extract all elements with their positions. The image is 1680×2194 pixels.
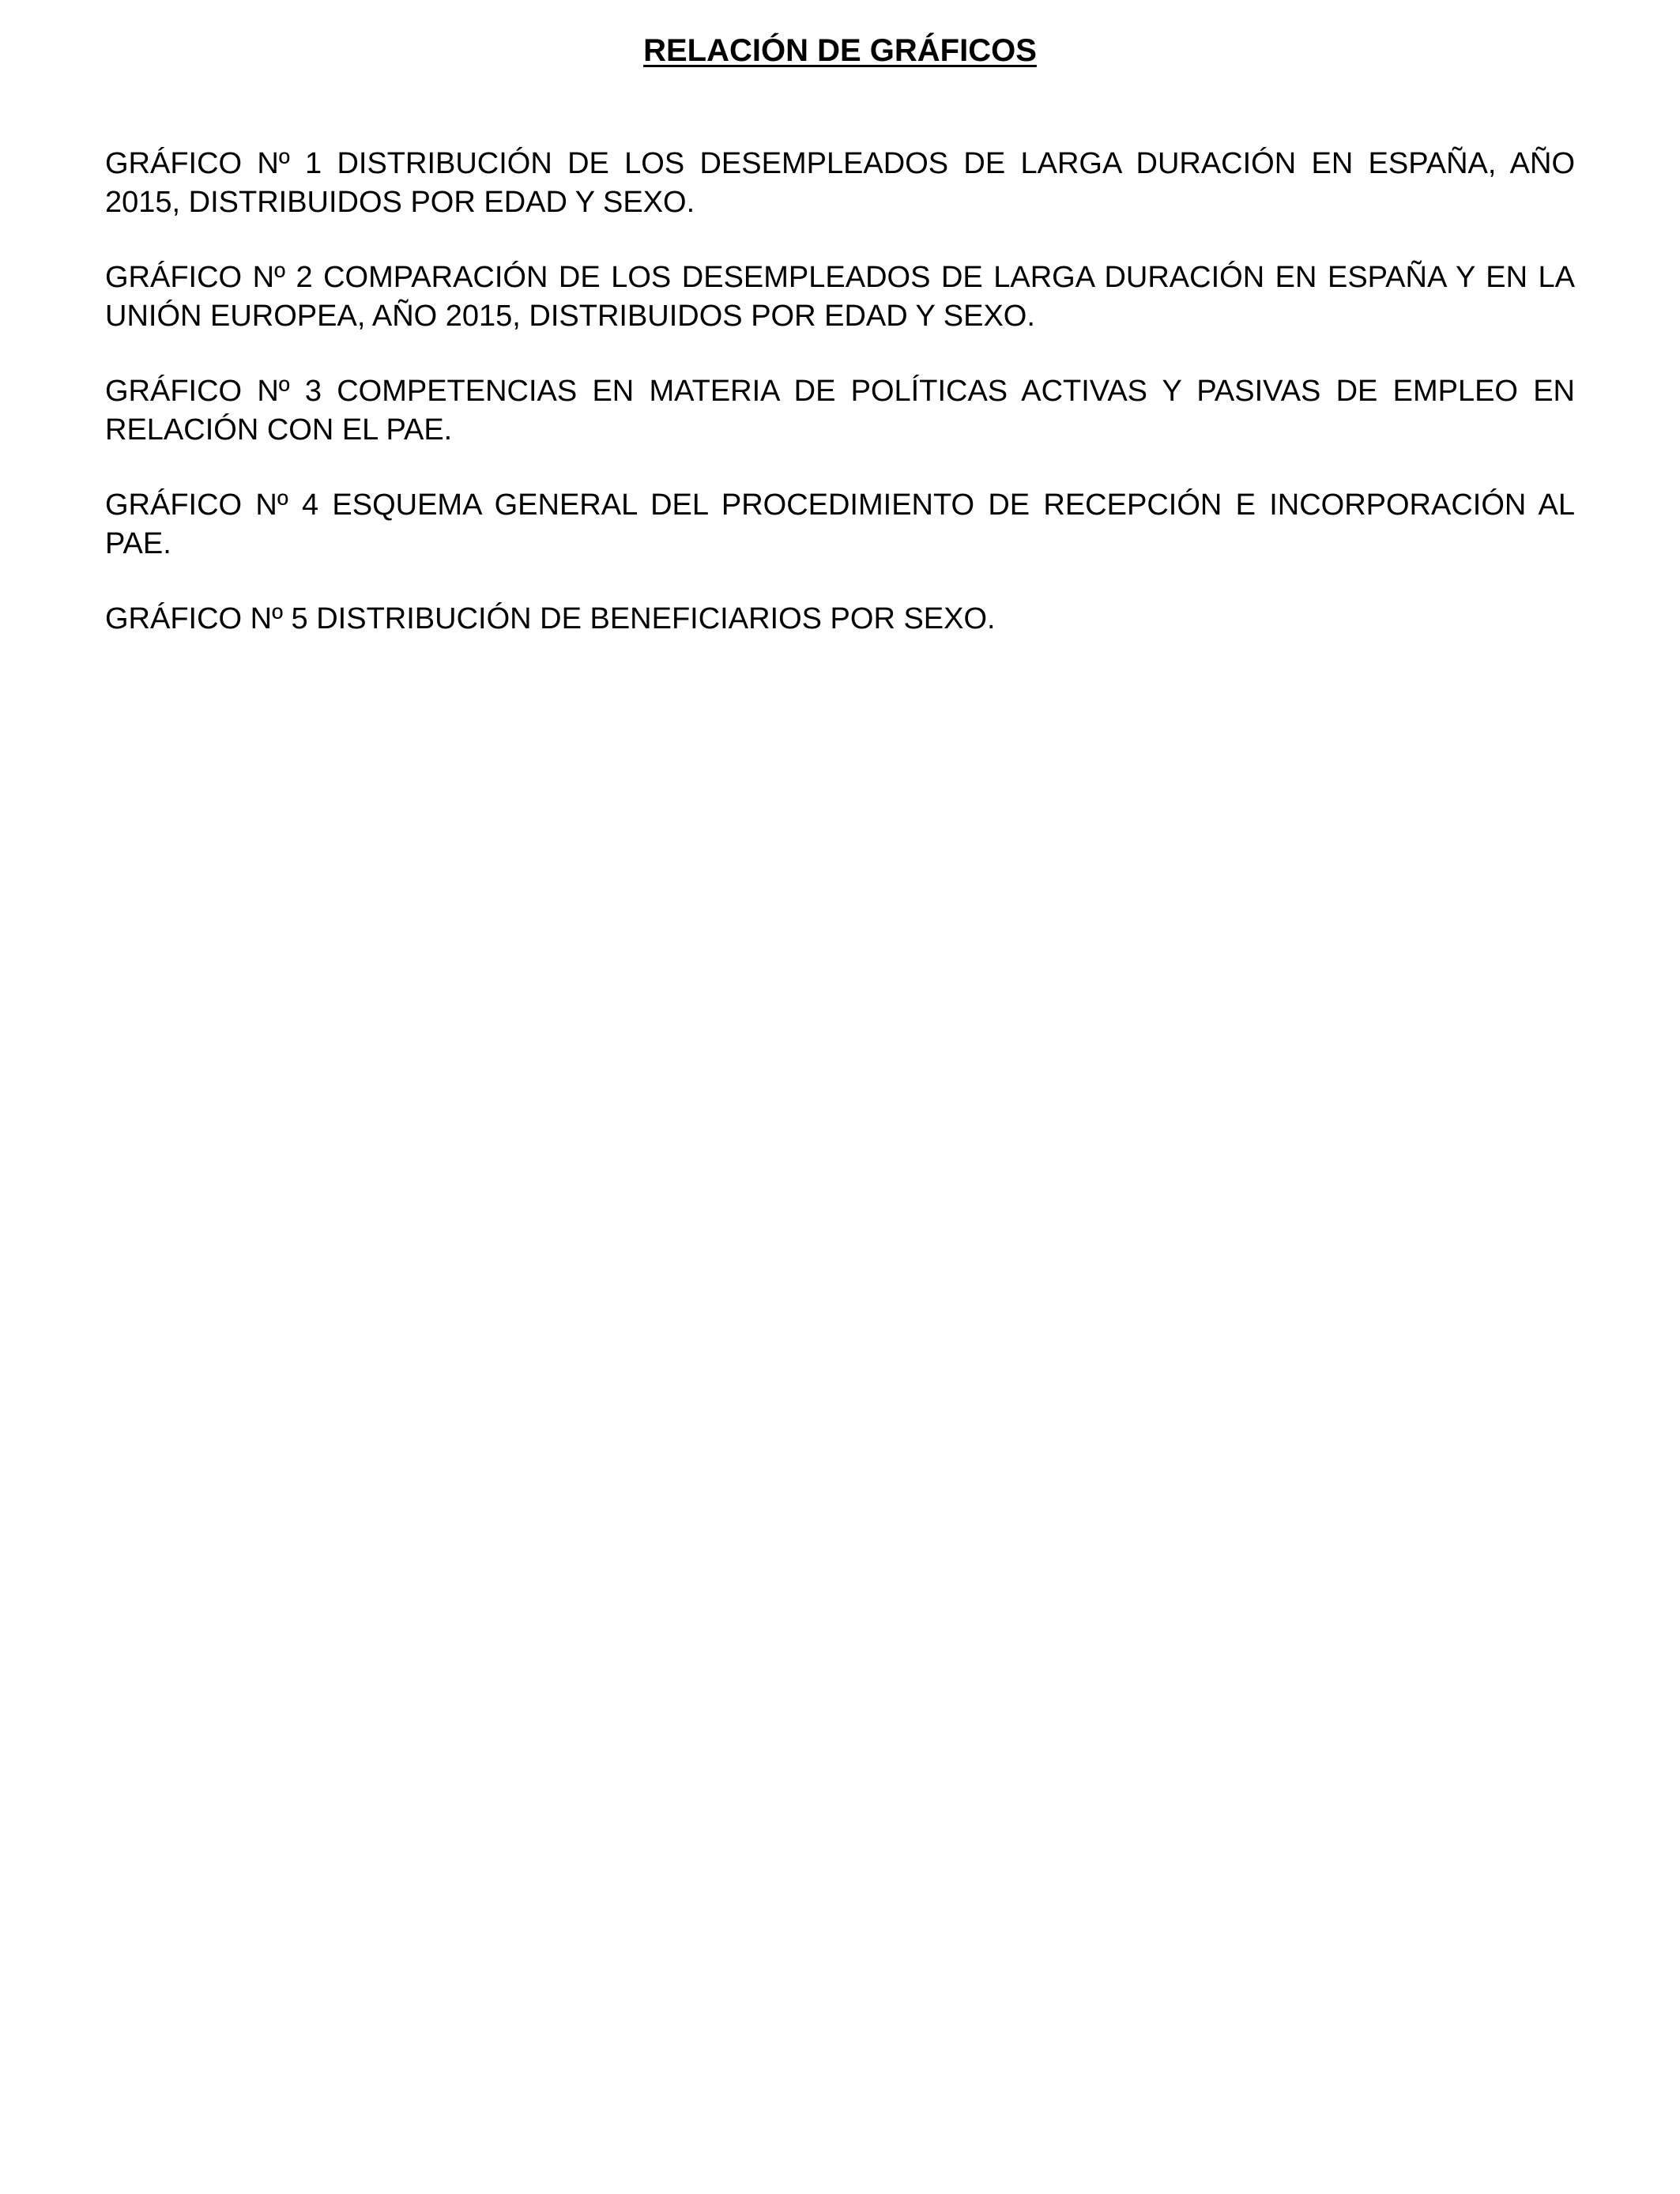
chart-index-entry-5: GRÁFICO Nº 5 DISTRIBUCIÓN DE BENEFICIARIOS POR SEXO. — [105, 602, 996, 635]
chart-index-entry-4: GRÁFICO Nº 4 ESQUEMA GENERAL DEL PROCEDIMIENTO DE RECEPCIÓN E INCORPORACIÓN AL PAE. — [105, 488, 1575, 560]
page-title: RELACIÓN DE GRÁFICOS — [643, 33, 1037, 68]
chart-index-list — [105, 145, 1575, 675]
chart-index-entry-2: GRÁFICO Nº 2 COMPARACIÓN DE LOS DESEMPLEADOS DE LARGA DURACIÓN EN ESPAÑA Y EN LA UNIÓN EUROPEA, AÑO 2015, DISTRIBUIDOS POR EDAD Y SEXO. — [105, 261, 1575, 333]
chart-index-entry-1: GRÁFICO Nº 1 DISTRIBUCIÓN DE LOS DESEMPLEADOS DE LARGA DURACIÓN EN ESPAÑA, AÑO 2015, DISTRIBUIDOS POR EDAD Y SEXO. — [105, 147, 1575, 219]
chart-index-entry-3: GRÁFICO Nº 3 COMPETENCIAS EN MATERIA DE POLÍTICAS ACTIVAS Y PASIVAS DE EMPLEO EN RELACIÓN CON EL PAE. — [105, 375, 1575, 447]
